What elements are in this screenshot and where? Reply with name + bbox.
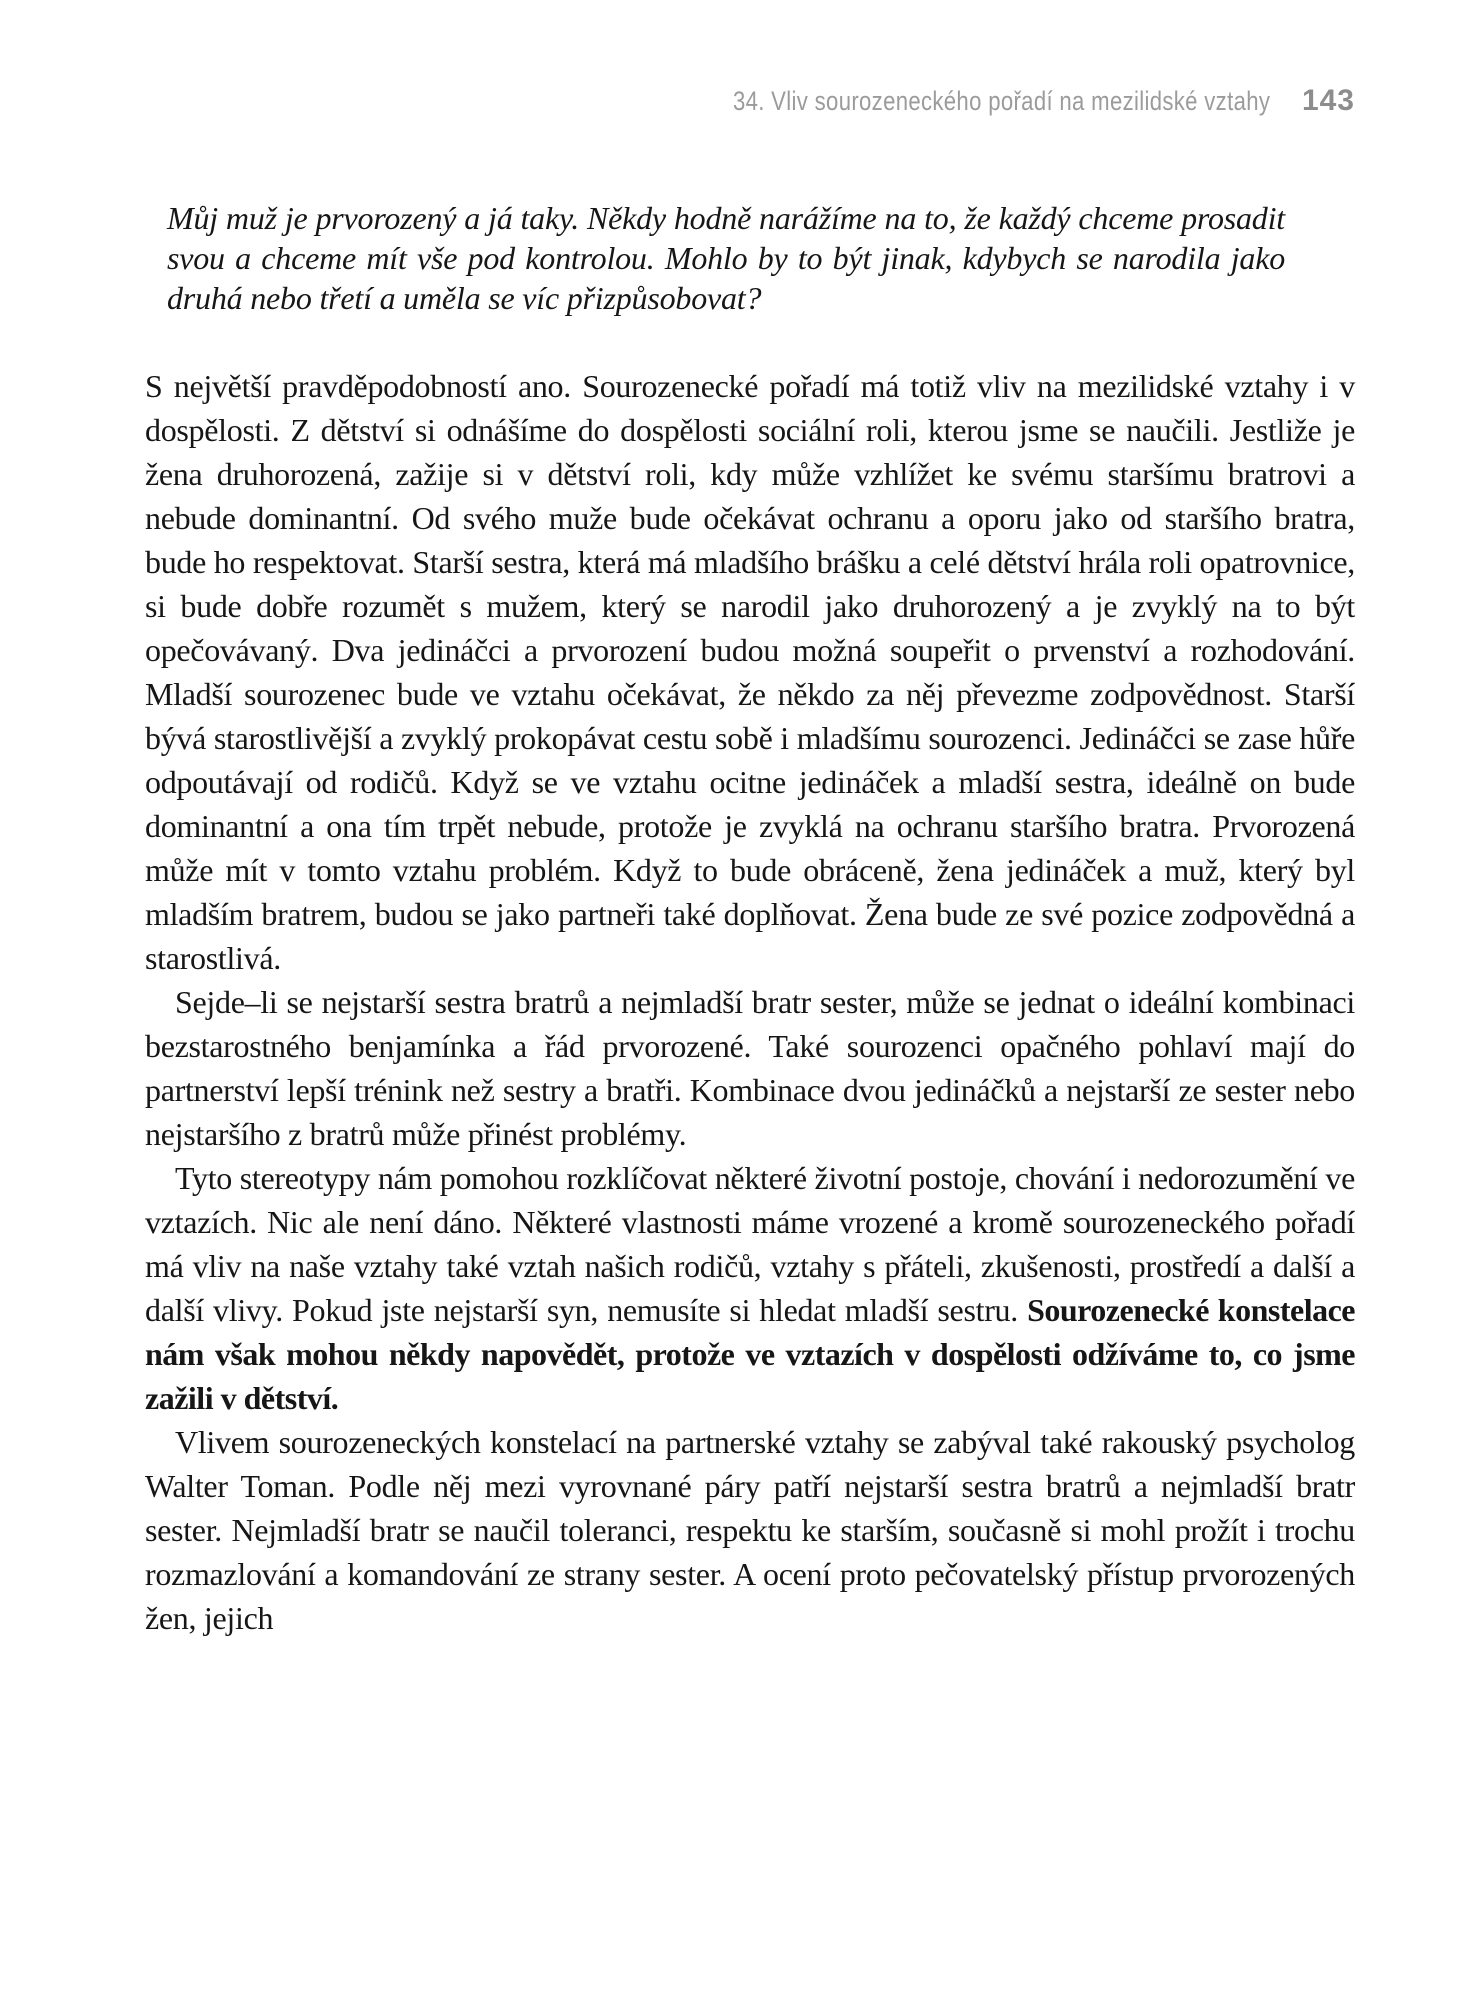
paragraph-combinations xyxy=(145,980,1355,1156)
reader-question-quote xyxy=(167,198,1285,318)
body-text xyxy=(145,364,1355,1640)
paragraph-answer xyxy=(145,364,1355,980)
paragraph-text: S největší pravděpodobností ano. Sourozenecké pořadí má totiž vliv na mezilidské vztahy i v dospělosti. Z dětství si odnášíme do dospělosti sociální roli, kterou jsme se naučili. Jestliže je žena druhorozená, zažije si v dětství roli, kdy může vzhlížet ke svému staršímu bratrovi a nebude dominantní. Od svého muže bude očekávat ochranu a oporu jako od staršího bratra, bude ho respektovat. Starší sestra, která má mladšího brášku a celé dětství hrála roli opatrovnice, si bude dobře rozumět s mužem, který se narodil jako druhorozený a je zvyklý na to být opečovávaný. Dva jedináčci a prvorození budou možná soupeřit o prvenství a rozhodování. Mladší sourozenec bude ve vztahu očekávat, že někdo za něj převezme zodpovědnost. Starší bývá starostlivější a zvyklý prokopávat cestu sobě i mladšímu sourozenci. Jedináčci se zase hůře odpoutávají od rodičů. Když se ve vztahu ocitne jedináček a mladší sestra, ideálně on bude dominantní a ona tím trpět nebude, protože je zvyklá na ochranu staršího bratra. Prvorozená může mít v tomto vztahu problém. Když to bude obráceně, žena jedináček a muž, který byl mladším bratrem, budou se jako partneři také doplňovat. Žena bude ze své pozice zodpovědná a starostlivá. xyxy=(145,368,1355,976)
text-column xyxy=(145,0,1355,1640)
reader-question-text: Můj muž je prvorozený a já taky. Někdy hodně narážíme na to, že každý chceme prosadit svou a chceme mít vše pod kontrolou. Mohlo by to být jinak, kdybych se narodila jako druhá nebo třetí a uměla se víc přizpůsobovat? xyxy=(167,200,1285,316)
chapter-title: 34. Vliv sourozeneckého pořadí na mezilidské vztahy xyxy=(732,86,1270,116)
paragraph-text: Tyto stereotypy nám pomohou rozklíčovat některé životní postoje, chování i nedorozumění ve vztazích. Nic ale není dáno. Některé vlastnosti máme vrozené a kromě sourozeneckého pořadí má vliv na naše vztahy také vztah našich rodičů, vztahy s přáteli, zkušenosti, prostředí a další a další vlivy. Pokud jste nejstarší syn, nemusíte si hledat mladší sestru. xyxy=(145,1160,1355,1328)
paragraph-walter-toman xyxy=(145,1420,1355,1640)
paragraph-text: Sejde–li se nejstarší sestra bratrů a nejmladší bratr sester, může se jednat o ideální kombinaci bezstarostného benjamínka a řád prvorozené. Také sourozenci opačného pohlaví mají do partnerství lepší trénink než sestry a bratři. Kombinace dvou jedináčků a nejstarší ze sester nebo nejstaršího z bratrů může přinést problémy. xyxy=(145,984,1355,1152)
paragraph-text: Vlivem sourozeneckých konstelací na partnerské vztahy se zabýval také rakouský psycholog Walter Toman. Podle něj mezi vyrovnané páry patří nejstarší sestra bratrů a nejmladší bratr sester. Nejmladší bratr se naučil toleranci, respektu ke starším, současně si mohl prožít i trochu rozmazlování a komandování ze strany sester. A ocení proto pečovatelský přístup prvorozených žen, jejich xyxy=(145,1424,1355,1636)
bold-emphasis-text: Sourozenecké konstelace nám však mohou někdy napovědět, protože ve vztazích v dospělosti odžíváme to, co jsme zažili v dětství. xyxy=(145,1292,1355,1416)
paragraph-stereotypes xyxy=(145,1156,1355,1420)
page-number: 143 xyxy=(1301,84,1355,117)
